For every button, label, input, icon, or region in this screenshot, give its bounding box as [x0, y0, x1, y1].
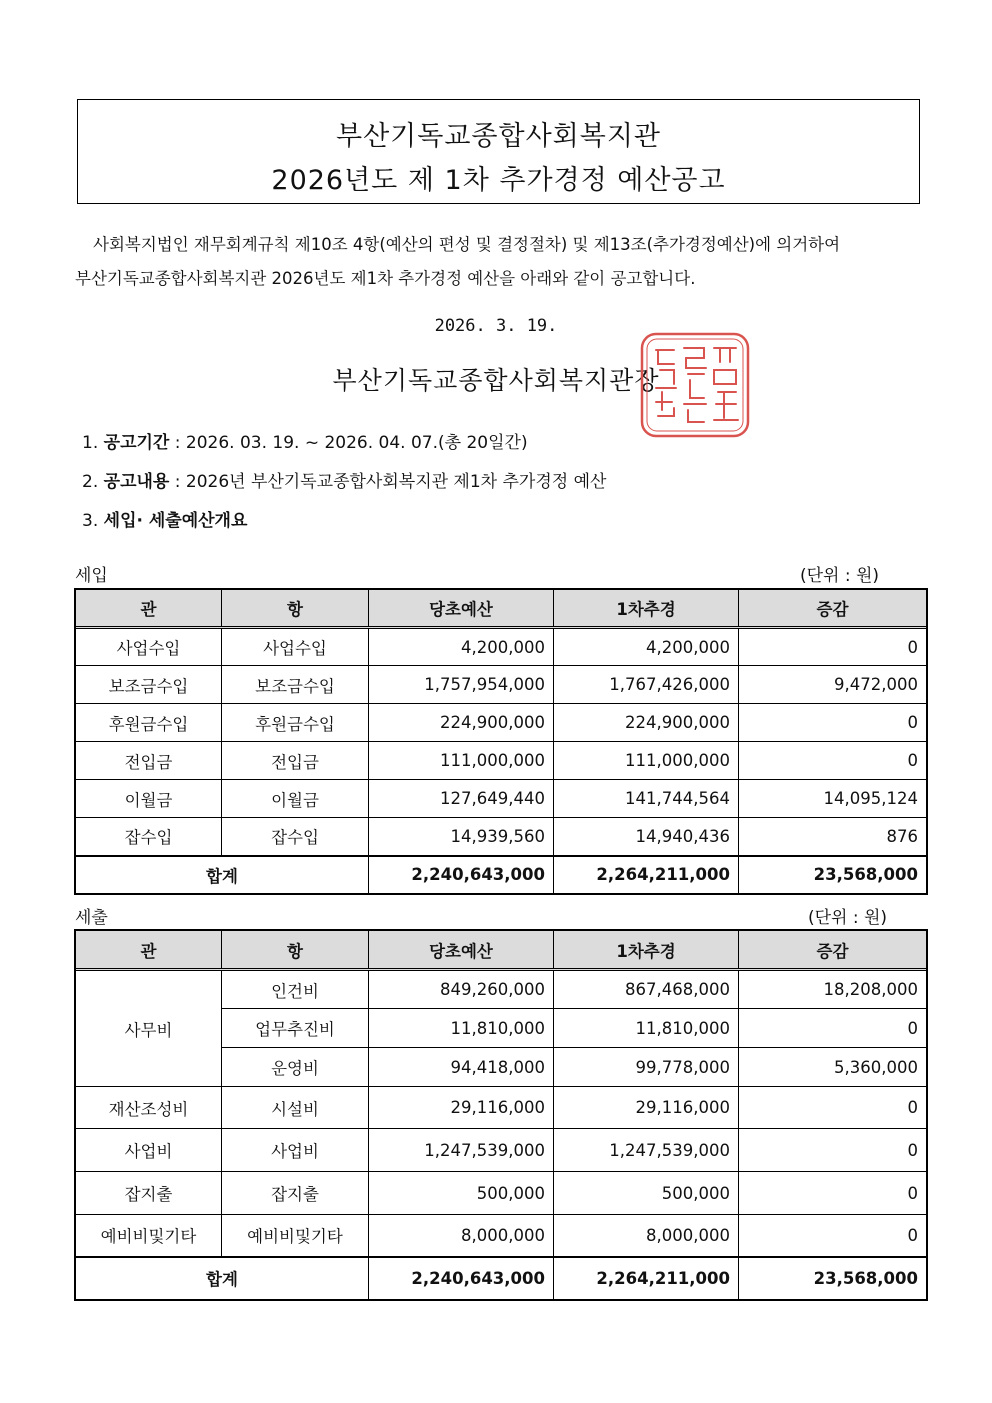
item-number: 1.: [82, 433, 99, 453]
intro-paragraph: [75, 228, 925, 296]
title-line-2: 2026년도 제 1차 추가경정 예산공고: [271, 165, 726, 196]
header-revised: 1차추경: [554, 590, 739, 628]
cell-change: 0: [739, 1172, 927, 1215]
table-row: [76, 1215, 927, 1257]
cell-original: 94,418,000: [369, 1048, 554, 1087]
cell-revised: 8,000,000: [554, 1215, 739, 1257]
cell-hang: 운영비: [222, 1048, 369, 1087]
expenditure-section-label: 세출: [75, 908, 108, 928]
cell-hang: 이월금: [222, 780, 369, 818]
cell-original: 1,247,539,000: [369, 1129, 554, 1172]
cell-revised: 14,940,436: [554, 818, 739, 856]
table-header-row: [76, 590, 927, 628]
cell-change: 5,360,000: [739, 1048, 927, 1087]
cell-revised: 111,000,000: [554, 742, 739, 780]
header-change: 증감: [739, 931, 927, 970]
cell-change: 0: [739, 1129, 927, 1172]
item-value: : 2026년 부산기독교종합사회복지관 제1차 추가경정 예산: [169, 472, 607, 492]
cell-hang: 업무추진비: [222, 1009, 369, 1048]
cell-hang: 인건비: [222, 970, 369, 1009]
cell-total-change: 23,568,000: [739, 856, 927, 894]
cell-original: 849,260,000: [369, 970, 554, 1009]
cell-original: 4,200,000: [369, 628, 554, 666]
table-row: [76, 780, 927, 818]
cell-revised: 11,810,000: [554, 1009, 739, 1048]
table-row: [76, 818, 927, 856]
item-notice-content: [82, 467, 606, 492]
cell-total-label: 합계: [76, 1257, 369, 1300]
header-change: 증감: [739, 590, 927, 628]
cell-hang: 사업수입: [222, 628, 369, 666]
item-number: 3.: [82, 511, 99, 531]
cell-original: 127,649,440: [369, 780, 554, 818]
cell-total-revised: 2,264,211,000: [554, 1257, 739, 1300]
intro-line-1: 사회복지법인 재무회계규칙 제10조 4항(예산의 편성 및 결정절차) 및 제13조(추가경정예산)에 의거하여: [93, 235, 841, 254]
cell-original: 14,939,560: [369, 818, 554, 856]
cell-gwan: 보조금수입: [76, 666, 222, 704]
cell-revised: 99,778,000: [554, 1048, 739, 1087]
cell-gwan: 사업수입: [76, 628, 222, 666]
header-original: 당초예산: [369, 931, 554, 970]
cell-gwan: 사무비: [76, 970, 222, 1087]
cell-change: 0: [739, 1087, 927, 1129]
title-box: [77, 99, 920, 204]
header-revised: 1차추경: [554, 931, 739, 970]
table-total-row: [76, 1257, 927, 1300]
cell-hang: 잡수입: [222, 818, 369, 856]
item-value: : 2026. 03. 19. ~ 2026. 04. 07.(총 20일간): [169, 433, 528, 453]
cell-change: 0: [739, 704, 927, 742]
cell-change: 0: [739, 628, 927, 666]
cell-original: 1,757,954,000: [369, 666, 554, 704]
cell-revised: 1,247,539,000: [554, 1129, 739, 1172]
table-row: [76, 1129, 927, 1172]
table-total-row: [76, 856, 927, 894]
table-row: [76, 666, 927, 704]
cell-revised: 867,468,000: [554, 970, 739, 1009]
header-gwan: 관: [76, 931, 222, 970]
cell-gwan: 이월금: [76, 780, 222, 818]
header-original: 당초예산: [369, 590, 554, 628]
cell-original: 111,000,000: [369, 742, 554, 780]
table-row: [76, 628, 927, 666]
table-header-row: [76, 931, 927, 970]
item-number: 2.: [82, 472, 99, 492]
notice-date: 2026. 3. 19.: [434, 316, 558, 336]
item-notice-period: [82, 428, 528, 453]
cell-change: 0: [739, 742, 927, 780]
revenue-unit-label: (단위 : 원): [800, 566, 880, 586]
cell-change: 0: [739, 1009, 927, 1048]
official-seal-icon: [638, 330, 752, 440]
cell-original: 8,000,000: [369, 1215, 554, 1257]
cell-gwan: 잡수입: [76, 818, 222, 856]
item-budget-overview: [82, 506, 247, 531]
expenditure-unit-label: (단위 : 원): [808, 908, 888, 928]
cell-hang: 예비비및기타: [222, 1215, 369, 1257]
cell-hang: 전입금: [222, 742, 369, 780]
cell-hang: 후원금수입: [222, 704, 369, 742]
item-label: 공고기간: [103, 433, 170, 453]
cell-change: 9,472,000: [739, 666, 927, 704]
cell-revised: 29,116,000: [554, 1087, 739, 1129]
cell-revised: 224,900,000: [554, 704, 739, 742]
cell-hang: 잡지출: [222, 1172, 369, 1215]
cell-revised: 141,744,564: [554, 780, 739, 818]
header-hang: 항: [222, 590, 369, 628]
revenue-section-label: 세입: [75, 566, 108, 586]
table-row: [76, 704, 927, 742]
cell-gwan: 예비비및기타: [76, 1215, 222, 1257]
revenue-table: [75, 589, 927, 894]
cell-original: 11,810,000: [369, 1009, 554, 1048]
cell-total-original: 2,240,643,000: [369, 856, 554, 894]
cell-change: 14,095,124: [739, 780, 927, 818]
intro-line-2: 부산기독교종합사회복지관 2026년도 제1차 추가경정 예산을 아래와 같이 공고합니다.: [75, 269, 696, 288]
table-row: [76, 742, 927, 780]
cell-gwan: 사업비: [76, 1129, 222, 1172]
expenditure-table: [75, 930, 927, 1300]
cell-hang: 시설비: [222, 1087, 369, 1129]
header-hang: 항: [222, 931, 369, 970]
cell-gwan: 후원금수입: [76, 704, 222, 742]
cell-change: 18,208,000: [739, 970, 927, 1009]
organization-name: 부산기독교종합사회복지관장: [332, 366, 660, 395]
item-label: 세입· 세출예산개요: [103, 511, 248, 531]
table-row: [76, 1172, 927, 1215]
cell-change: 0: [739, 1215, 927, 1257]
cell-total-change: 23,568,000: [739, 1257, 927, 1300]
cell-change: 876: [739, 818, 927, 856]
cell-hang: 보조금수입: [222, 666, 369, 704]
cell-gwan: 전입금: [76, 742, 222, 780]
item-label: 공고내용: [103, 472, 170, 492]
cell-revised: 1,767,426,000: [554, 666, 739, 704]
cell-gwan: 재산조성비: [76, 1087, 222, 1129]
cell-original: 224,900,000: [369, 704, 554, 742]
table-row: [76, 1087, 927, 1129]
cell-original: 29,116,000: [369, 1087, 554, 1129]
cell-total-original: 2,240,643,000: [369, 1257, 554, 1300]
header-gwan: 관: [76, 590, 222, 628]
cell-original: 500,000: [369, 1172, 554, 1215]
cell-hang: 사업비: [222, 1129, 369, 1172]
cell-revised: 4,200,000: [554, 628, 739, 666]
cell-gwan: 잡지출: [76, 1172, 222, 1215]
cell-total-revised: 2,264,211,000: [554, 856, 739, 894]
cell-total-label: 합계: [76, 856, 369, 894]
cell-revised: 500,000: [554, 1172, 739, 1215]
title-line-1: 부산기독교종합사회복지관: [336, 121, 661, 152]
table-row: [76, 970, 927, 1009]
